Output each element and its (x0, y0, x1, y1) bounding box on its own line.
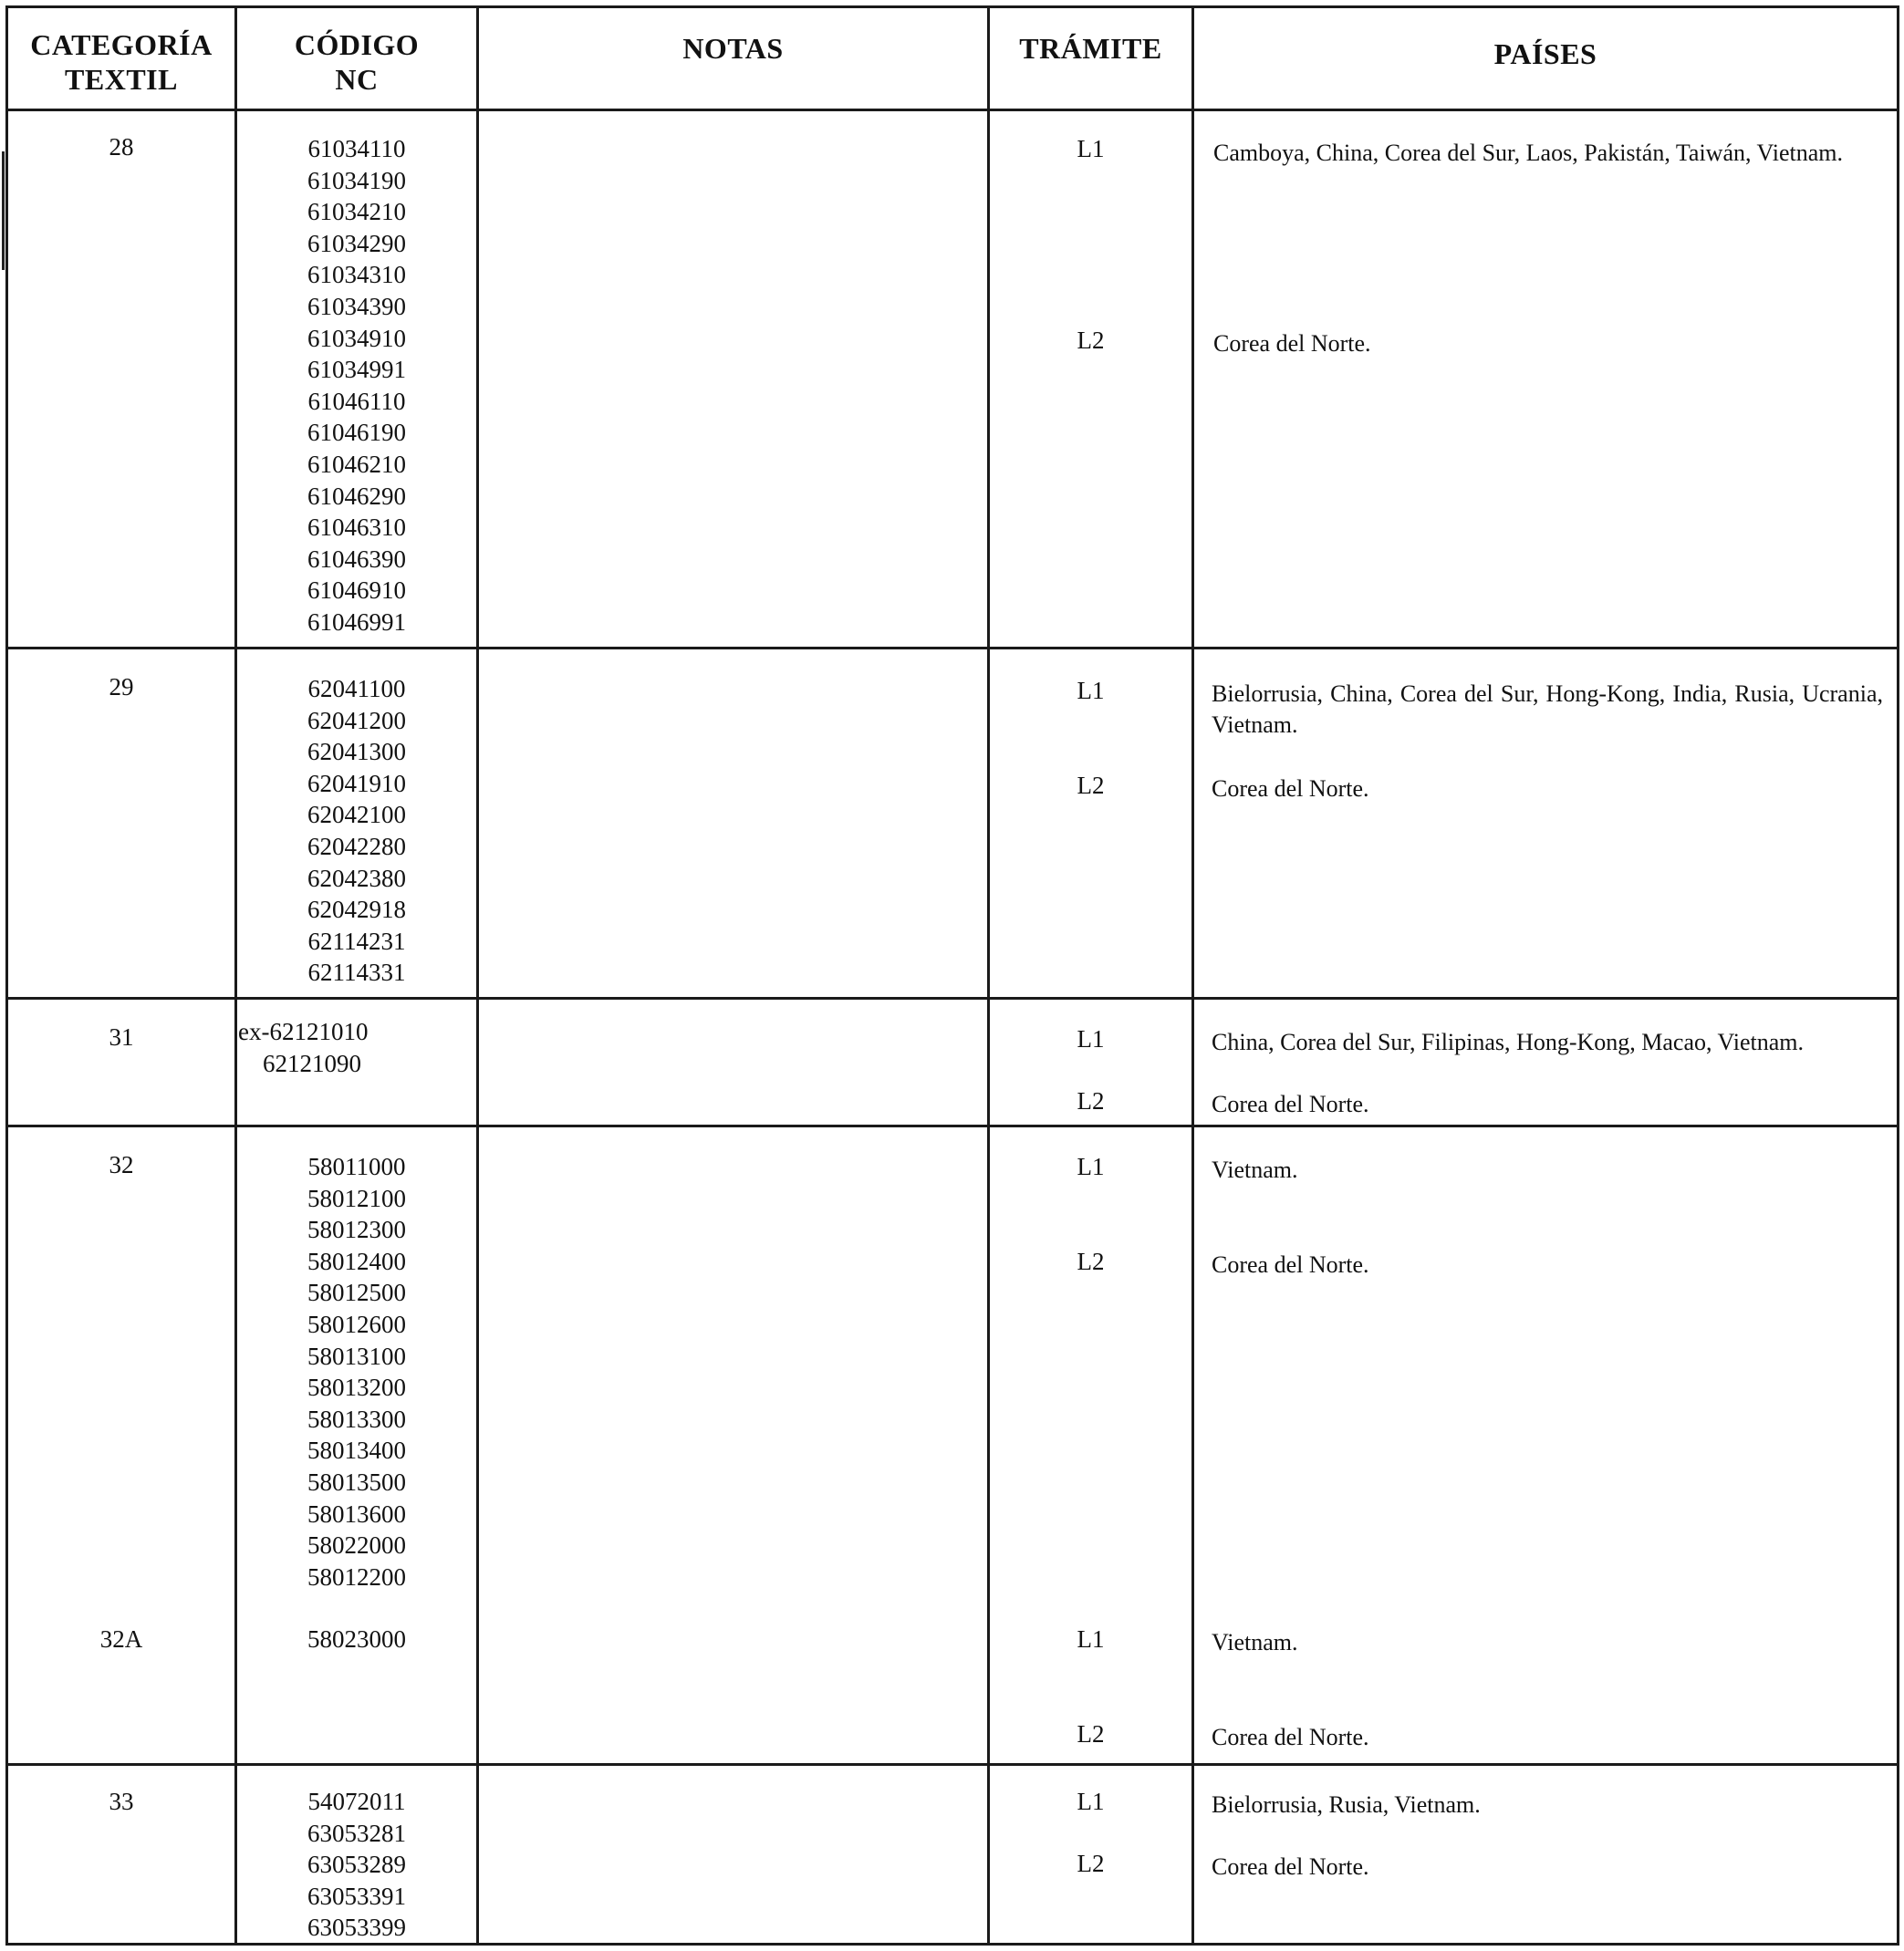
row-separator (5, 997, 1899, 1000)
textile-table (5, 5, 1899, 1946)
countries-text: Corea del Norte. (1212, 775, 1369, 802)
tramite-value: L2 (1077, 327, 1105, 354)
tramite-value: L1 (1077, 1153, 1105, 1180)
countries-text: Corea del Norte. (1212, 1251, 1369, 1278)
countries-text: Corea del Norte. (1212, 1853, 1369, 1880)
tramite-value: L2 (1077, 1087, 1105, 1115)
nc-codes: 61034110 61034190 61034210 61034290 61034310 61034390 61034910 61034991 61046110 61046190 61046210 61046290 61046310 61046390 61046910 61046991 (307, 135, 406, 636)
tramite-value: L1 (1077, 677, 1105, 704)
countries-text: Bielorrusia, Rusia, Vietnam. (1212, 1791, 1481, 1818)
tramite-value: L1 (1077, 1625, 1105, 1653)
countries-text: China, Corea del Sur, Filipinas, Hong-Kong, Macao, Vietnam. (1212, 1029, 1804, 1055)
countries-text: Corea del Norte. (1212, 1724, 1369, 1750)
header-paises: PAÍSES (1493, 37, 1597, 70)
nc-codes: 58011000 58012100 58012300 58012400 58012500 58012600 58013100 58013200 58013300 58013400 58013500 58013600 58022000 58012200 (307, 1153, 406, 1591)
countries-text: Corea del Norte. (1212, 1091, 1369, 1117)
header-notas: NOTAS (682, 32, 784, 65)
tramite-value: L1 (1077, 1788, 1105, 1815)
tramite-value: L2 (1077, 1720, 1105, 1748)
tramite-value: L2 (1077, 772, 1105, 799)
tramite-value: L2 (1077, 1850, 1105, 1877)
table-border-right (1897, 5, 1899, 1946)
countries-text: Corea del Norte. (1213, 330, 1371, 357)
header-codigo: CÓDIGO NC (294, 28, 420, 96)
scan-mark (2, 151, 5, 270)
column-separator (476, 5, 479, 1946)
tramite-value: L1 (1077, 135, 1105, 162)
nc-codes: 54072011 63053281 63053289 63053391 63053399 (307, 1788, 406, 1942)
row-separator (5, 1763, 1899, 1766)
category-value: 33 (109, 1788, 134, 1815)
nc-codes: 58023000 (307, 1625, 406, 1653)
countries-text: Bielorrusia, China, Corea del Sur, Hong-Kong, India, Rusia, Ucrania, Vietnam. (1212, 680, 1883, 738)
row-separator (5, 647, 1899, 649)
nc-codes: 62041100 62041200 62041300 62041910 62042100 62042280 62042380 62042918 62114231 62114331 (307, 675, 406, 987)
table-border-top (5, 5, 1899, 8)
tramite-value: L1 (1077, 1025, 1105, 1053)
header-tramite: TRÁMITE (1019, 32, 1162, 65)
category-value: 32A (99, 1625, 143, 1653)
countries-text: Camboya, China, Corea del Sur, Laos, Pakistán, Taiwán, Vietnam. (1213, 140, 1843, 166)
category-value: 32 (109, 1151, 134, 1178)
nc-codes: ex-62121010 62121090 (238, 1018, 369, 1077)
header-separator (5, 109, 1899, 111)
header-categoria: CATEGORÍA TEXTIL (30, 28, 213, 96)
category-value: 31 (109, 1023, 134, 1051)
category-value: 29 (109, 673, 134, 700)
category-value: 28 (109, 133, 134, 161)
row-separator (5, 1125, 1899, 1127)
column-separator (1191, 5, 1194, 1946)
countries-text: Vietnam. (1212, 1629, 1298, 1655)
tramite-value: L2 (1077, 1248, 1105, 1275)
countries-text: Vietnam. (1212, 1157, 1298, 1183)
